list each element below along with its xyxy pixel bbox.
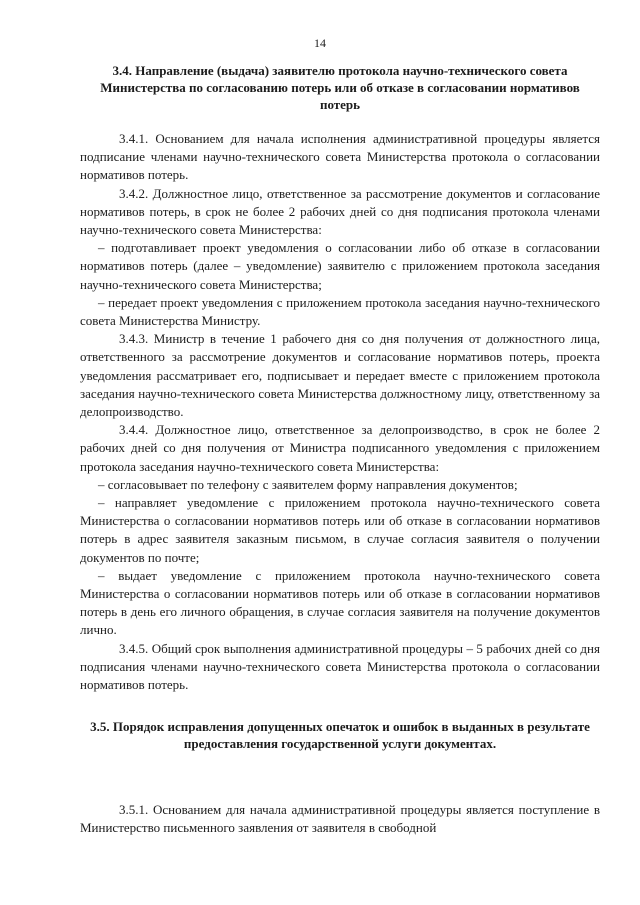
section-3-4-heading: 3.4. Направление (выдача) заявителю протокола научно-технического совета Министерства по согласованию потерь или об отказе в согласовании нормативов потерь: [100, 63, 580, 112]
section-3-4-body: [80, 130, 600, 694]
section-3-5-heading: 3.5. Порядок исправления допущенных опечаток и ошибок в выданных в результате предоставления государственной услуги документах.: [90, 719, 590, 751]
paragraph-3-5-1: 3.5.1. Основанием для начала административной процедуры является поступление в Министерство письменного заявления от заявителя в свободной: [80, 802, 600, 836]
paragraph-3-4-2: 3.4.2. Должностное лицо, ответственное за рассмотрение документов и согласование нормативов потерь, в срок не более 2 рабочих дней со дня подписания протокола членами научно-технического совета Министерства:: [80, 185, 600, 238]
list-item-3-4-4-b: – направляет уведомление с приложением протокола научно-технического совета Министерства о согласовании нормативов потерь или об отказе в согласовании нормативов потерь в адрес заявителя заказным письмом, в случае согласия заявителя о получении документов по почте;: [80, 495, 600, 565]
section-3-5-body: [80, 801, 600, 837]
list-item-3-4-4-c: – выдает уведомление с приложением протокола научно-технического совета Министерства о согласовании нормативов потерь или об отказе в согласовании нормативов потерь в день его личного обращения, в случае согласия заявителя на получение документов лично.: [80, 567, 600, 638]
paragraph-3-4-4: 3.4.4. Должностное лицо, ответственное за делопроизводство, в срок не более 2 рабочих дней со дня получения от Министра подписанного уведомления с приложением протокола заседания научно-технического совета Министерства:: [80, 422, 600, 474]
list-item-3-4-2-a: – подготавливает проект уведомления о согласовании либо об отказе в согласовании нормативов потерь (далее – уведомление) заявителю с приложением протокола заседания научно-технического совета Министерства;: [80, 240, 600, 292]
page-number: 14: [314, 36, 326, 50]
list-item-3-4-2-b: – передает проект уведомления с приложением протокола заседания научно-технического совета Министерства Министру.: [80, 294, 600, 329]
paragraph-3-4-5: 3.4.5. Общий срок выполнения административной процедуры – 5 рабочих дней со дня подписания членами научно-технического совета Министерства протокола о согласовании нормативов потерь.: [80, 640, 600, 693]
list-item-3-4-4-a: – согласовывает по телефону с заявителем форму направления документов;: [98, 476, 518, 492]
paragraph-3-4-1: 3.4.1. Основанием для начала исполнения административной процедуры является подписание членами научно-технического совета Министерства протокола о согласовании нормативов потерь.: [80, 131, 600, 183]
paragraph-3-4-3: 3.4.3. Министр в течение 1 рабочего дня со дня получения от должностного лица, ответственного за рассмотрение документов и согласование нормативов потерь, проекта уведомления рассматривает его, подписывает и передает вместе с приложением протокола заседания научно-технического совета Министерства должностному лицу, ответственному за делопроизводство.: [80, 331, 600, 420]
